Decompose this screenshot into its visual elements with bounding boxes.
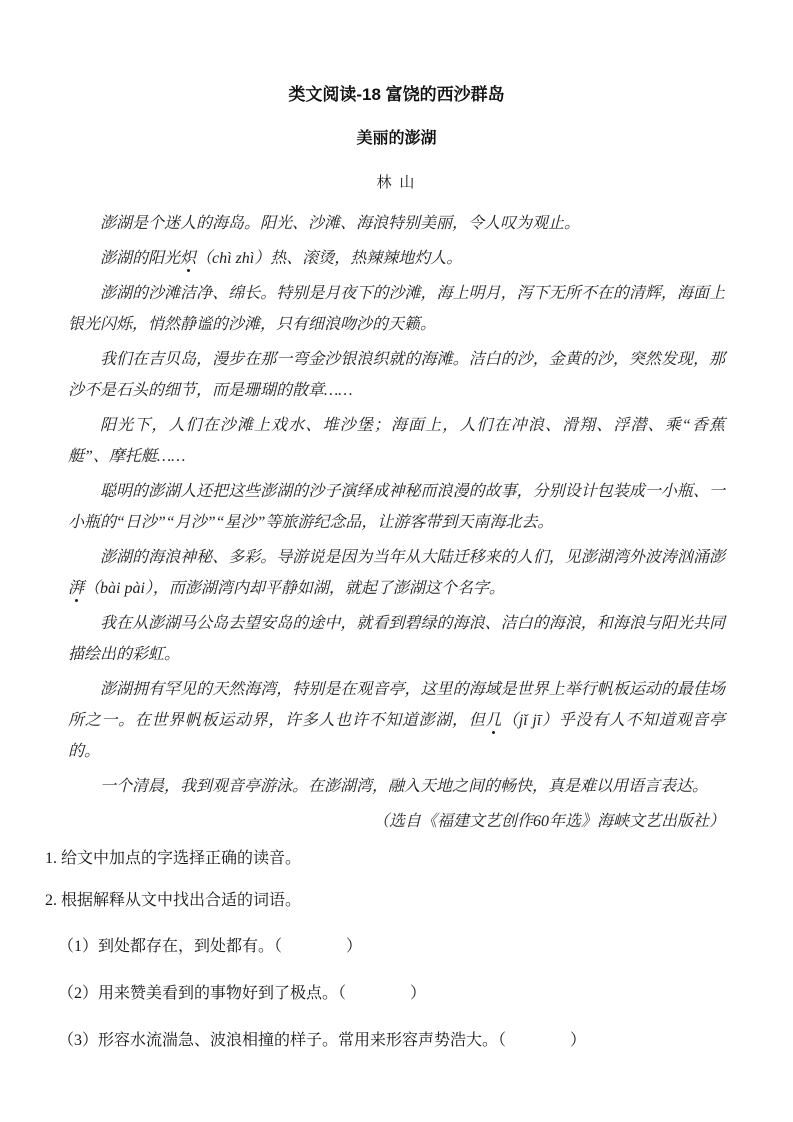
passage-paragraph-4 (68, 344, 725, 406)
paragraph-text: （jǐ jī）乎没有人不知道观音亭的。 (68, 712, 725, 760)
paragraph-text: 我在从澎湖马公岛去望安岛的途中，就看到碧绿的海浪、洁白的海浪，和海浪与阳光共同描绘出的彩虹。 (68, 615, 725, 663)
paragraph-text: 聪明的澎湖人还把这些澎湖的沙子演绎成神秘而浪漫的故事，分别设计包装成一小瓶、一小瓶的“日沙”“月沙”“星沙”等旅游纪念品，让游客带到天南海北去。 (68, 483, 725, 531)
passage-paragraph-5 (68, 410, 725, 472)
author-name: 林 山 (376, 175, 417, 191)
lesson-title: 类文阅读-18 富饶的西沙群岛 (288, 85, 505, 104)
passage-body (68, 208, 725, 837)
paragraph-text: 澎湖的海浪神秘、多彩。导游说是因为当年从大陆迁移来的人们，见澎湖湾外波涛汹涌澎 (100, 549, 725, 566)
passage-paragraph-10 (68, 771, 725, 802)
paragraph-text: （bài pài），而澎湖湾内却平静如湖，就起了澎湖这个名字。 (84, 580, 505, 597)
paragraph-text: 澎湖是个迷人的海岛。阳光、沙滩、海浪特别美丽，令人叹为观止。 (100, 215, 581, 232)
passage-title: 美丽的澎湖 (356, 130, 437, 147)
passage-paragraph-3 (68, 278, 725, 340)
paragraph-text: 一个清晨，我到观音亭游泳。在澎湖湾，融入天地之间的畅快，真是难以用语言表达。 (100, 778, 709, 795)
question-1: 1. 给文中加点的字选择正确的读音。 (45, 850, 302, 867)
paragraph-text: 澎湖的沙滩洁净、绵长。特别是月夜下的沙滩，海上明月，泻下无所不在的清辉，海面上银光闪烁，悄然静谧的沙滩，只有细浪吻沙的天籁。 (68, 285, 725, 333)
passage-paragraph-1 (68, 208, 725, 239)
passage-source-attribution: （选自《福建文艺创作60年选》海峡文艺出版社） (372, 813, 725, 830)
question-2: 2. 根据解释从文中找出合适的词语。 (45, 892, 302, 909)
paragraph-text: 澎湖的阳光 (100, 250, 181, 267)
question-2-item-2: （2）用来赞美看到的事物好到了极点。（ ） (58, 985, 427, 1002)
passage-paragraph-7 (68, 542, 725, 604)
question-2-item-1: （1）到处都存在，到处都有。（ ） (58, 938, 363, 955)
questions-section (45, 847, 725, 1052)
emphasized-char: 炽 (180, 250, 197, 267)
passage-paragraph-9 (68, 674, 725, 767)
passage-paragraph-2 (68, 243, 725, 274)
paragraph-text: 澎湖拥有罕见的天然海湾，特别是在观音亭，这里的海域是世界上举行帆板运动的最佳场所之一。在世界帆板运动界，许多人也许不知道澎湖，但 (68, 681, 725, 729)
paragraph-text: （chì zhì）热、滚烫，热辣辣地灼人。 (196, 250, 463, 267)
emphasized-char: 湃 (68, 580, 85, 597)
passage-paragraph-6 (68, 476, 725, 538)
paragraph-text: 阳光下，人们在沙滩上戏水、堆沙堡；海面上，人们在冲浪、滑翔、浮潜、乘“香蕉艇”、摩托艇…… (68, 417, 725, 465)
passage-paragraph-8 (68, 608, 725, 670)
emphasized-char: 几 (485, 712, 503, 729)
question-2-item-3: （3）形容水流湍急、波浪相撞的样子。常用来形容声势浩大。（ ） (58, 1032, 587, 1049)
paragraph-text: 我们在吉贝岛，漫步在那一弯金沙银浪织就的海滩。洁白的沙，金黄的沙，突然发现，那沙不是石头的细节，而是珊瑚的散章…… (68, 351, 725, 399)
